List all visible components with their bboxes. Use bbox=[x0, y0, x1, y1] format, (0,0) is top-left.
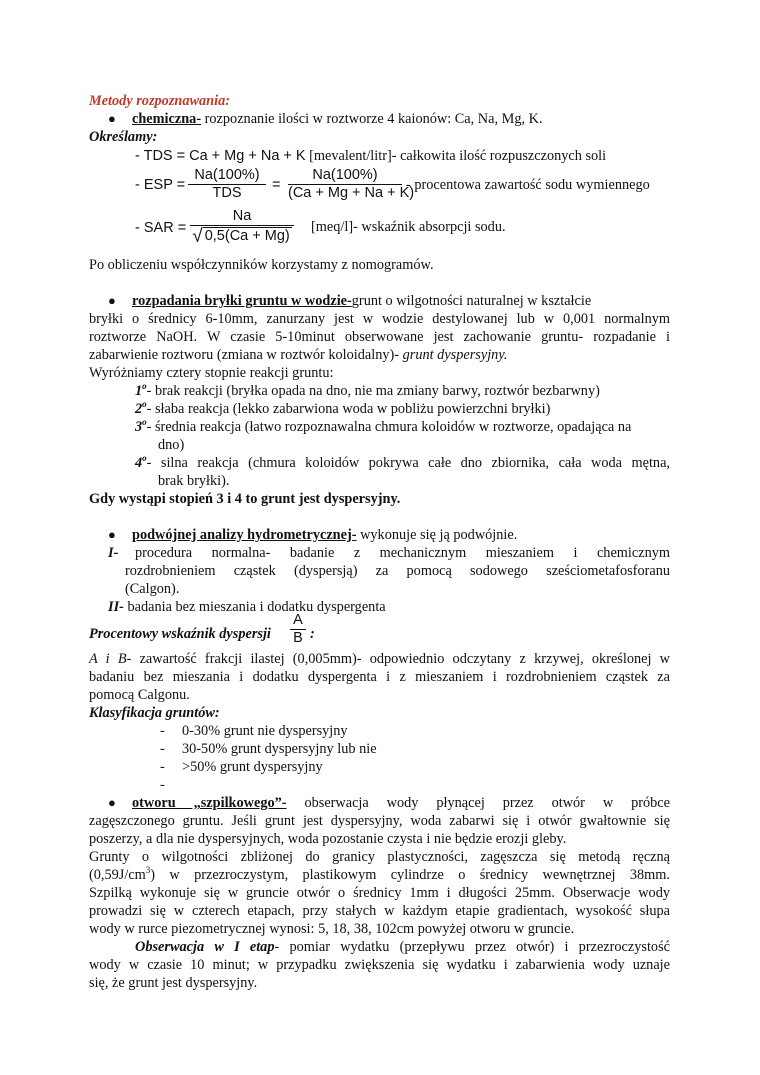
esp-frac1-den: TDS bbox=[188, 184, 266, 202]
degree-sup: o bbox=[142, 399, 147, 410]
tds-expression: - TDS = Ca + Mg + Na + K bbox=[135, 148, 306, 164]
hydro-i-label: I- bbox=[108, 545, 119, 561]
esp-prefix: - ESP = bbox=[135, 177, 186, 193]
obs-line1-text: - pomiar wydatku (przepływu przez otwór) i przezroczystość bbox=[274, 939, 670, 955]
degree-text: - słaba reakcja (lekko zabarwiona woda w pobliżu powierzchni bryłki) bbox=[146, 401, 551, 417]
crumb-line4-b: grunt dyspersyjny. bbox=[399, 347, 508, 363]
crumb-line4-a: zabarwienie roztworu (zmiana w roztwór koloidalny)- bbox=[89, 347, 400, 363]
section-title: Metody rozpoznawania: bbox=[89, 93, 231, 109]
esp-frac2-num: Na(100%) bbox=[312, 167, 378, 183]
sar-den-text: 0,5(Ca + Mg) bbox=[204, 228, 290, 244]
nomogram-line: Po obliczeniu współczynników korzystamy z nomogramów. bbox=[89, 257, 434, 273]
classification-label: Klasyfikacja gruntów: bbox=[89, 705, 220, 721]
sar-description: [meq/l]- wskaźnik absorpcji sodu. bbox=[311, 219, 506, 235]
class-text: 0-30% grunt nie dyspersyjny bbox=[182, 723, 348, 739]
degree-text: - średnia reakcja (łatwo rozpoznawalna chmura koloidów w roztworze, opadająca na bbox=[146, 419, 632, 435]
tds-description: [mevalent/litr]- całkowita ilość rozpuszczonych soli bbox=[305, 148, 607, 164]
hydro-ii-label: II- bbox=[108, 599, 124, 615]
obs-line2: wody w czasie 10 minut; w przypadku zwiększenia się wydatku i zabarwienia wody uznaje bbox=[89, 957, 670, 973]
sar-prefix: - SAR = bbox=[135, 220, 187, 236]
class-text: 30-50% grunt dyspersyjny lub nie bbox=[182, 741, 377, 757]
dispersion-index-label: Procentowy wskaźnik dyspersji bbox=[89, 626, 271, 642]
sar-num: Na bbox=[232, 208, 252, 224]
esp-description: - procentowa zawartość sodu wymiennego bbox=[406, 177, 650, 193]
sqrt-icon: √ bbox=[192, 226, 203, 247]
pin-line5-a: (0,59J/cm bbox=[89, 867, 146, 883]
degree-num: 4 bbox=[135, 455, 143, 471]
crumb-line3: roztworze NaOH. W czasie 5-10minut obserwowane jest zachowanie gruntu- rozpadanie i bbox=[89, 329, 670, 345]
degree-item bbox=[135, 400, 550, 418]
degree-sup: o bbox=[142, 453, 147, 464]
pin-method-line bbox=[108, 794, 670, 812]
ab-line2: badaniu bez mieszania i dodatku dyspergenta i z mieszaniem i rozdrobnieniem cząstek za bbox=[89, 669, 670, 685]
class-item bbox=[160, 758, 323, 776]
class-item bbox=[160, 776, 182, 794]
ab-line1 bbox=[89, 650, 670, 668]
degree-text: - silna reakcja (chmura koloidów pokrywa całe dno zbiornika, cała woda mętna, bbox=[146, 455, 670, 471]
class-text: >50% grunt dyspersyjny bbox=[182, 759, 323, 775]
ab-line3: pomocą Calgonu. bbox=[89, 687, 190, 703]
degree-num: 1 bbox=[135, 383, 143, 399]
pin-line8: wody w rurce piezometrycznej wynosi: 5, 18, 38, 102cm powyżej otworu w gruncie. bbox=[89, 921, 575, 937]
chemical-method-line bbox=[108, 110, 543, 128]
class-item bbox=[160, 740, 377, 758]
crumb-line5: Wyróżniamy cztery stopnie reakcji gruntu: bbox=[89, 365, 334, 381]
dash-icon: - bbox=[160, 759, 165, 775]
degree-item bbox=[135, 382, 600, 400]
crumb-line2: bryłki o średnicy 6-10mm, zanurzany jest w wodzie destylowanej lub w 0,001 normalnym bbox=[89, 311, 670, 327]
pin-line5-b: ) w przezroczystym, plastikowym cylindrze o średnicy wewnętrznej 38mm. bbox=[150, 867, 670, 883]
pin-line4: Grunty o wilgotności zbliżonej do granicy plastyczności, zagęszcza się metodą ręczną bbox=[89, 849, 670, 865]
hydro-ii-text: badania bez mieszania i dodatku dyspergenta bbox=[123, 599, 386, 615]
obs-line3: się, że grunt jest dyspersyjny. bbox=[89, 975, 258, 991]
okreslamy-label: Określamy: bbox=[89, 129, 158, 145]
esp-equals: = bbox=[272, 177, 281, 193]
crumb-line1: grunt o wilgotności naturalnej w kształcie bbox=[351, 293, 592, 309]
hydro-i-line2: rozdrobnieniem cząstek (dyspersją) za pomocą sodowego sześciometafosforanu bbox=[125, 563, 670, 579]
esp-fraction-1 bbox=[188, 167, 266, 202]
pin-line2: zagęszczonego gruntu. Jeśli grunt jest dyspersyjny, woda zabarwi się i otwór gwałtownie się bbox=[89, 813, 670, 829]
esp-frac1-num: Na(100%) bbox=[194, 167, 260, 183]
crumb-term: rozpadania bryłki gruntu w wodzie- bbox=[132, 293, 352, 309]
sar-den bbox=[190, 225, 294, 245]
pin-line5 bbox=[89, 866, 670, 884]
chemical-desc: rozpoznanie ilości w roztworze 4 kaionów: Ca, Na, Mg, K. bbox=[201, 111, 543, 127]
bullet-icon: ● bbox=[108, 795, 116, 810]
dash-icon: - bbox=[160, 741, 165, 757]
bullet-icon: ● bbox=[108, 111, 116, 126]
ab-line1-text: - zawartość frakcji ilastej (0,005mm)- odpowiednio odczytany z krzywej, określonej w bbox=[126, 651, 670, 667]
degree-item bbox=[135, 454, 670, 472]
degree-sup: o bbox=[142, 381, 147, 392]
index-num: A bbox=[293, 612, 303, 628]
class-item bbox=[160, 722, 348, 740]
pin-term: otworu „szpilkowego”- bbox=[132, 795, 287, 811]
hydro-desc: wykonuje się ją podwójnie. bbox=[356, 527, 518, 543]
tds-formula bbox=[135, 147, 606, 165]
dispersion-index-colon: : bbox=[310, 626, 315, 642]
chemical-term: chemiczna- bbox=[132, 111, 202, 127]
degree-text: - brak reakcji (bryłka opada na dno, nie ma zmiany barwy, roztwór bezbarwny) bbox=[146, 383, 600, 399]
obs-line1 bbox=[135, 938, 670, 956]
pin-line1: obserwacja wody płynącej przez otwór w próbce bbox=[304, 795, 670, 811]
bullet-icon: ● bbox=[108, 527, 116, 542]
ab-label: A i B bbox=[89, 651, 127, 667]
degree-continuation: dno) bbox=[158, 437, 185, 453]
dash-icon: - bbox=[160, 723, 165, 739]
pin-line6: Szpilką wykonuje się w gruncie otwór o średnicy 1mm i długości 25mm. Obserwacje wody bbox=[89, 885, 670, 901]
hydro-term: podwójnej analizy hydrometrycznej- bbox=[132, 527, 357, 543]
degree-sup: o bbox=[142, 417, 147, 428]
degree-continuation: brak bryłki). bbox=[158, 473, 230, 489]
degree-num: 3 bbox=[135, 419, 143, 435]
crumb-method-line bbox=[108, 292, 591, 310]
hydro-method-line bbox=[108, 526, 517, 544]
dispersion-index-fraction bbox=[290, 612, 306, 647]
index-den: B bbox=[290, 629, 306, 647]
sar-fraction bbox=[190, 208, 294, 245]
pin-line3: poszerzy, a dla nie dyspersyjnych, woda pozostanie czysta i nie będzie erozji gleby. bbox=[89, 831, 567, 847]
hydro-i-line3: (Calgon). bbox=[125, 581, 180, 597]
degree-num: 2 bbox=[135, 401, 143, 417]
degree-item bbox=[135, 418, 631, 436]
pin-line5-sup: 3 bbox=[145, 865, 151, 876]
pin-line7: prowadzi się w czterech etapach, przy stałych w każdym etapie gradientach, wysokość słupa bbox=[89, 903, 670, 919]
crumb-conclusion: Gdy wystąpi stopień 3 i 4 to grunt jest dyspersyjny. bbox=[89, 491, 401, 507]
dash-icon: - bbox=[160, 777, 165, 793]
esp-frac2-den: (Ca + Mg + Na + K) bbox=[288, 185, 415, 201]
hydro-i-line1: procedura normalna- badanie z mechanicznym mieszaniem i chemicznym bbox=[135, 545, 670, 561]
esp-fraction-2 bbox=[288, 167, 415, 202]
crumb-line4 bbox=[89, 346, 507, 364]
obs-label: Obserwacja w I etap bbox=[135, 939, 275, 955]
bullet-icon: ● bbox=[108, 293, 116, 308]
hydro-ii-line bbox=[108, 598, 386, 616]
